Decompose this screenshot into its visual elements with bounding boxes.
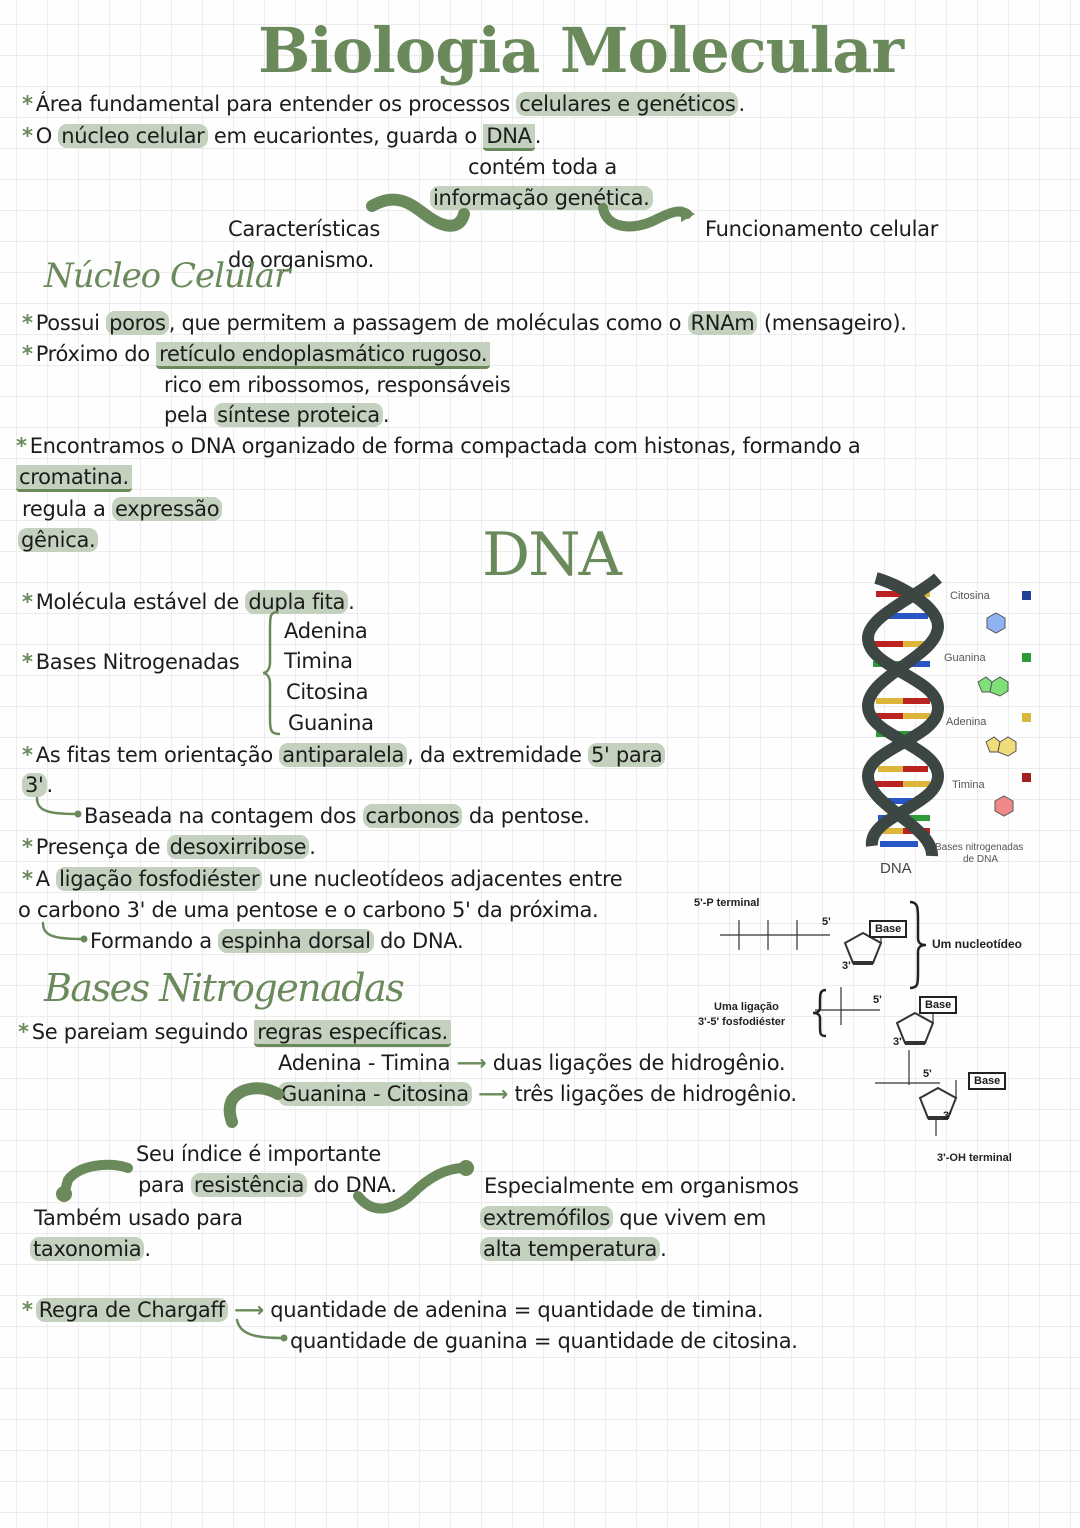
text: três ligações de hidrogênio. (514, 1082, 797, 1106)
base-guanina: Guanina (288, 711, 374, 735)
bond-label-2: 3'-5' fosfodiéster (698, 1016, 786, 1028)
text: para (138, 1173, 191, 1197)
note-left-2: taxonomia . (30, 1235, 151, 1263)
timina-molecule-icon (992, 794, 1016, 818)
base-box-2: Base (919, 996, 957, 1014)
bases-line (18, 1018, 451, 1046)
bullet-star-icon: * (18, 1020, 29, 1044)
curved-arrow-left-down-icon (50, 1160, 140, 1210)
um-nucleotideo-label: Um nucleotídeo (932, 937, 1023, 951)
text: Adenina - Timina (278, 1051, 451, 1075)
legend-caption-2: de DNA (963, 854, 999, 865)
highlight: núcleo celular (58, 124, 207, 148)
highlight: expressão (112, 497, 222, 521)
dna-item-3 (22, 741, 665, 769)
five-prime-terminal-label: 5'-P terminal (694, 897, 760, 909)
dna-info-line1: contém toda a (468, 155, 617, 179)
text: Formando a (90, 929, 219, 953)
base-citosina: Citosina (286, 680, 369, 704)
highlight: antiparalela (279, 743, 407, 767)
underlined: retículo endoplasmático rugoso. (156, 342, 490, 369)
highlight: 3' (22, 773, 47, 797)
highlight: alta temperatura (480, 1237, 660, 1261)
highlight: carbonos (363, 804, 463, 828)
intro-item-1 (22, 90, 745, 118)
dna-item-5 (22, 865, 622, 893)
text: em eucariontes, guarda o (207, 124, 484, 148)
text: , da extremidade (407, 743, 588, 767)
reticulo-note-2: pela síntese proteica . (164, 403, 390, 427)
underlined: DNA (483, 124, 534, 151)
arrow-right-icon: ⟶ (234, 1298, 264, 1322)
five-prime-3: 5' (923, 1068, 932, 1080)
text: que vivem em (612, 1206, 767, 1230)
legend-guanina: Guanina (944, 652, 986, 664)
text: O (35, 124, 59, 148)
highlight: celulares e genéticos (516, 92, 738, 116)
text: regula a (22, 497, 112, 521)
highlight: Regra de Chargaff (36, 1298, 228, 1322)
base-box-1: Base (869, 920, 907, 938)
note-right-1: Especialmente em organismos (484, 1174, 799, 1198)
curved-arrow-right-up-icon (352, 1160, 482, 1220)
legend-timina: Timina (952, 779, 985, 791)
bullet-star-icon: * (16, 434, 27, 458)
pair-guanina-citosina (278, 1080, 797, 1108)
heading-bases-nitrogenadas: Bases Nitrogenadas (44, 966, 404, 1010)
highlight: RNAm (688, 311, 758, 335)
arrow-right-icon: ⟶ (478, 1082, 509, 1106)
cromatina-note-2 (18, 526, 98, 554)
text: (mensageiro). (757, 311, 907, 335)
legend-timina-swatch (1022, 773, 1031, 782)
legend-citosina-swatch (1022, 591, 1031, 600)
bullet-star-icon: * (22, 867, 33, 891)
bullet-star-icon: * (22, 342, 33, 366)
text: A (35, 867, 57, 891)
nucleo-item-2 (22, 340, 490, 368)
branch-left-line2: do organismo. (228, 248, 374, 272)
legend-citosina: Citosina (950, 590, 990, 602)
pair-adenina-timina (278, 1049, 785, 1077)
branch-left-line1: Características (228, 217, 381, 241)
hook-arrow-icon (234, 1318, 294, 1348)
highlight: 5' para (588, 743, 665, 767)
text: Se pareiam seguindo (31, 1020, 255, 1044)
three-prime-1: 3' (842, 960, 851, 972)
dna-item-4: * Presença de desoxirribose . (22, 835, 316, 859)
dna-item-2-label (22, 648, 239, 676)
dna-item-5-sub (90, 927, 463, 955)
text: Presença de (35, 835, 167, 859)
text: Próximo do (35, 342, 157, 366)
legend-guanina-swatch (1022, 653, 1031, 662)
dna-item-5-line2: o carbono 3' de uma pentose e o carbono 5' da próxima. (18, 898, 599, 922)
note-right-3: alta temperatura . (480, 1235, 666, 1263)
guanina-molecule-icon (974, 674, 1010, 698)
bullet-star-icon: * (22, 650, 33, 674)
highlight: poros (106, 311, 169, 335)
underlined: regras específicas. (254, 1020, 451, 1047)
citosina-molecule-icon (984, 611, 1008, 635)
branch-right: Funcionamento celular (705, 217, 939, 241)
bullet-star-icon: * (22, 92, 33, 116)
five-prime-1: 5' (822, 916, 831, 928)
page-title: Biologia Molecular (258, 14, 904, 87)
dna-item-3-cont: 3' . (22, 771, 53, 799)
dna-item-1: * Molécula estável de dupla fita . (22, 590, 355, 614)
note-left-1: Também usado para (34, 1206, 243, 1230)
text: Área fundamental para entender os processos (35, 92, 517, 116)
text: Molécula estável de (35, 590, 246, 614)
cromatina-line (16, 432, 860, 460)
bullet-star-icon: * (22, 311, 33, 335)
base-box-3: Base (968, 1072, 1006, 1090)
text: do DNA. (307, 1173, 397, 1197)
highlight: resistência (191, 1173, 307, 1197)
highlight: dupla fita (245, 590, 348, 614)
three-prime-3: 3' (943, 1110, 952, 1122)
heading-dna: DNA (482, 520, 620, 590)
reticulo-note-1: rico em ribossomos, responsáveis (164, 373, 511, 397)
text: duas ligações de hidrogênio. (492, 1051, 786, 1075)
base-adenina: Adenina (284, 619, 368, 643)
dna-helix-illustration (858, 576, 958, 856)
highlight: Guanina - Citosina (278, 1082, 472, 1106)
heading-nucleo-celular: Núcleo Celular (44, 256, 290, 296)
legend-adenina: Adenina (946, 716, 987, 728)
curved-arrow-down-icon (210, 1082, 290, 1132)
text: Baseada na contagem dos (84, 804, 363, 828)
chargaff-rule-label (22, 1296, 763, 1324)
nucleo-item-1 (22, 309, 907, 337)
chargaff-rule-2: quantidade de guanina = quantidade de citosina. (290, 1329, 798, 1353)
three-prime-2: 3' (893, 1036, 902, 1048)
highlight: gênica. (18, 528, 98, 552)
text: Encontramos o DNA organizado de forma compactada com histonas, formando a (29, 434, 861, 458)
adenina-molecule-icon (982, 734, 1018, 758)
legend-adenina-swatch (1022, 713, 1031, 722)
bond-label-1: Uma ligação (714, 1001, 779, 1013)
note-center-1: Seu índice é importante (136, 1142, 382, 1166)
highlight: desoxirribose (167, 835, 310, 859)
text: . (534, 124, 542, 148)
highlight: síntese proteica (214, 403, 383, 427)
highlight: ligação fosfodiéster (56, 867, 262, 891)
highlight: extremófilos (480, 1206, 613, 1230)
dna-item-3-sub (84, 802, 590, 830)
curved-arrow-right-icon (595, 200, 705, 240)
intro-item-2 (22, 122, 541, 150)
text: da pentose. (462, 804, 590, 828)
helix-label: DNA (880, 860, 912, 877)
text: Possui (35, 311, 107, 335)
text: une nucleotídeos adjacentes entre (262, 867, 623, 891)
bullet-star-icon: * (22, 590, 33, 614)
brace-nucleotide-icon (908, 900, 928, 990)
highlight: espinha dorsal (218, 929, 373, 953)
curly-brace-icon (262, 610, 282, 736)
highlight: informação genética. (430, 186, 653, 210)
five-prime-2: 5' (873, 994, 882, 1006)
text: do DNA. (373, 929, 464, 953)
bullet-star-icon: * (22, 1298, 33, 1322)
base-timina: Timina (284, 649, 353, 673)
bullet-star-icon: * (22, 743, 33, 767)
hook-arrow-icon (34, 796, 84, 822)
text: pela (164, 403, 215, 427)
bullet-star-icon: * (22, 124, 33, 148)
text: Bases Nitrogenadas (35, 650, 240, 674)
bullet-star-icon: * (22, 835, 33, 859)
cromatina-word (16, 463, 132, 491)
legend-caption-1: Bases nitrogenadas (935, 842, 1024, 853)
note-right-2 (480, 1204, 766, 1232)
three-prime-oh-terminal-label: 3'-OH terminal (937, 1152, 1012, 1164)
arrow-right-icon: ⟶ (456, 1051, 487, 1075)
highlight: taxonomia (30, 1237, 144, 1261)
brace-bond-icon (812, 988, 828, 1038)
text: , que permitem a passagem de moléculas como o (168, 311, 688, 335)
text: As fitas tem orientação (35, 743, 280, 767)
underlined: cromatina. (16, 465, 132, 492)
cromatina-note-1 (22, 495, 222, 523)
hook-arrow-icon (40, 921, 90, 947)
text: . (738, 92, 745, 116)
chargaff-rule-1: quantidade de adenina = quantidade de timina. (270, 1298, 764, 1322)
